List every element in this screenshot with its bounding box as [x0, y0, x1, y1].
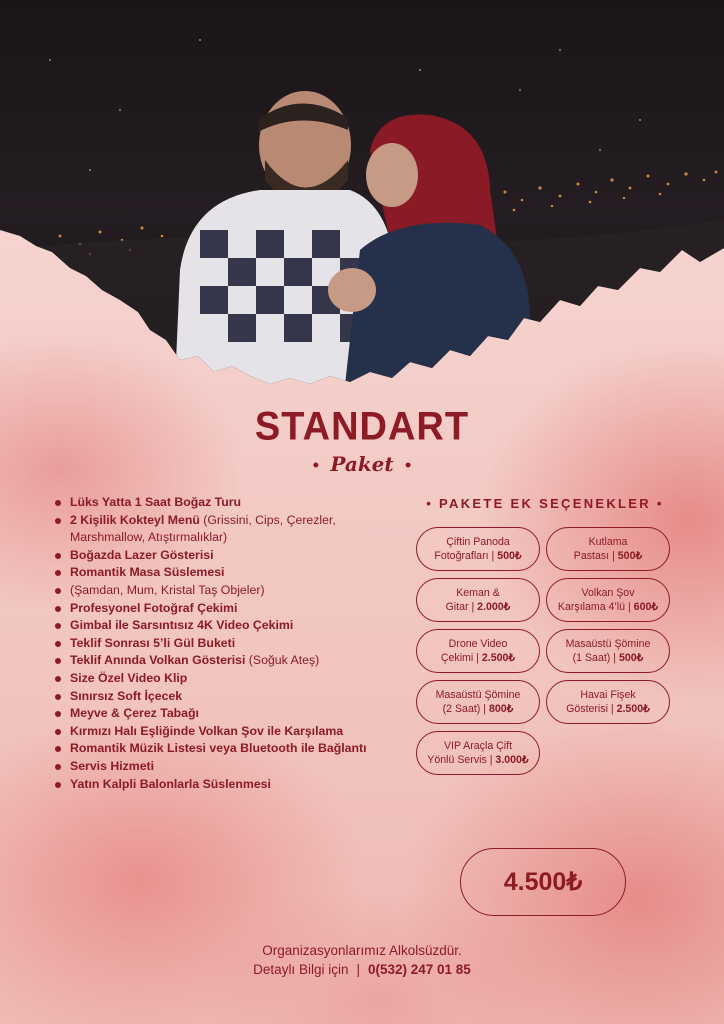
- phone-number[interactable]: 0(532) 247 01 85: [367, 962, 471, 977]
- feature-item: Boğazda Lazer Gösterisi: [54, 547, 404, 565]
- feature-item: Meyve & Çerez Tabağı: [54, 705, 404, 723]
- feature-item: Romantik Masa Süslemesi: [54, 564, 404, 582]
- feature-item: Servis Hizmeti: [54, 758, 404, 776]
- footer-separator: |: [356, 962, 360, 977]
- feature-item: Profesyonel Fotoğraf Çekimi: [54, 600, 404, 618]
- couple-photo: [0, 0, 724, 385]
- footer-contact: [0, 962, 724, 977]
- extra-option: VIP Araçla Çift Yönlü Servis | 3.000₺: [416, 731, 540, 775]
- extra-option: Masaüstü Şömine (1 Saat) | 500₺: [546, 629, 670, 673]
- feature-item: Teklif Sonrası 5’li Gül Buketi: [54, 635, 404, 653]
- couple-photo-icon: [0, 0, 724, 385]
- extra-option: Kutlama Pastası | 500₺: [546, 527, 670, 571]
- extra-option: Keman & Gitar | 2.000₺: [416, 578, 540, 622]
- package-title: STANDART: [254, 404, 470, 450]
- feature-list: [54, 494, 404, 793]
- feature-item: Yatın Kalpli Balonlarla Süslenmesi: [54, 776, 404, 794]
- extra-option: Masaüstü Şömine (2 Saat) | 800₺: [416, 680, 540, 724]
- feature-item: Gimbal ile Sarsıntısız 4K Video Çekimi: [54, 617, 404, 635]
- info-label: Detaylı Bilgi için: [253, 962, 349, 977]
- extras-heading: • PAKETE EK SEÇENEKLER •: [426, 496, 664, 511]
- extra-option: Çiftin Panoda Fotoğrafları | 500₺: [416, 527, 540, 571]
- total-price-badge: 4.500₺: [460, 848, 626, 916]
- subtitle-text: Paket: [330, 452, 394, 476]
- extra-option: Drone Video Çekimi | 2.500₺: [416, 629, 540, 673]
- subtitle-dot-left: •: [311, 457, 321, 474]
- feature-item: Romantik Müzik Listesi veya Bluetooth ile Bağlantı: [54, 740, 404, 758]
- feature-item: Size Özel Video Klip: [54, 670, 404, 688]
- feature-item: Sınırsız Soft İçecek: [54, 688, 404, 706]
- feature-item: Lüks Yatta 1 Saat Boğaz Turu: [54, 494, 404, 512]
- extra-option: Volkan Şov Karşılama 4’lü | 600₺: [546, 578, 670, 622]
- package-subtitle: [0, 452, 724, 476]
- subtitle-dot-right: •: [403, 457, 413, 474]
- feature-item: Teklif Anında Volkan Gösterisi (Soğuk Ateş): [54, 652, 404, 670]
- feature-item: 2 Kişilik Kokteyl Menü (Grissini, Cips, Çerezler, Marshmallow, Atıştırmalıklar): [54, 512, 404, 547]
- extra-option: Havai Fişek Gösterisi | 2.500₺: [546, 680, 670, 724]
- feature-item-note: (Şamdan, Mum, Kristal Taş Objeler): [54, 582, 404, 600]
- footer-note: Organizasyonlarımız Alkolsüzdür.: [262, 943, 462, 958]
- feature-item: Kırmızı Halı Eşliğinde Volkan Şov ile Karşılama: [54, 723, 404, 741]
